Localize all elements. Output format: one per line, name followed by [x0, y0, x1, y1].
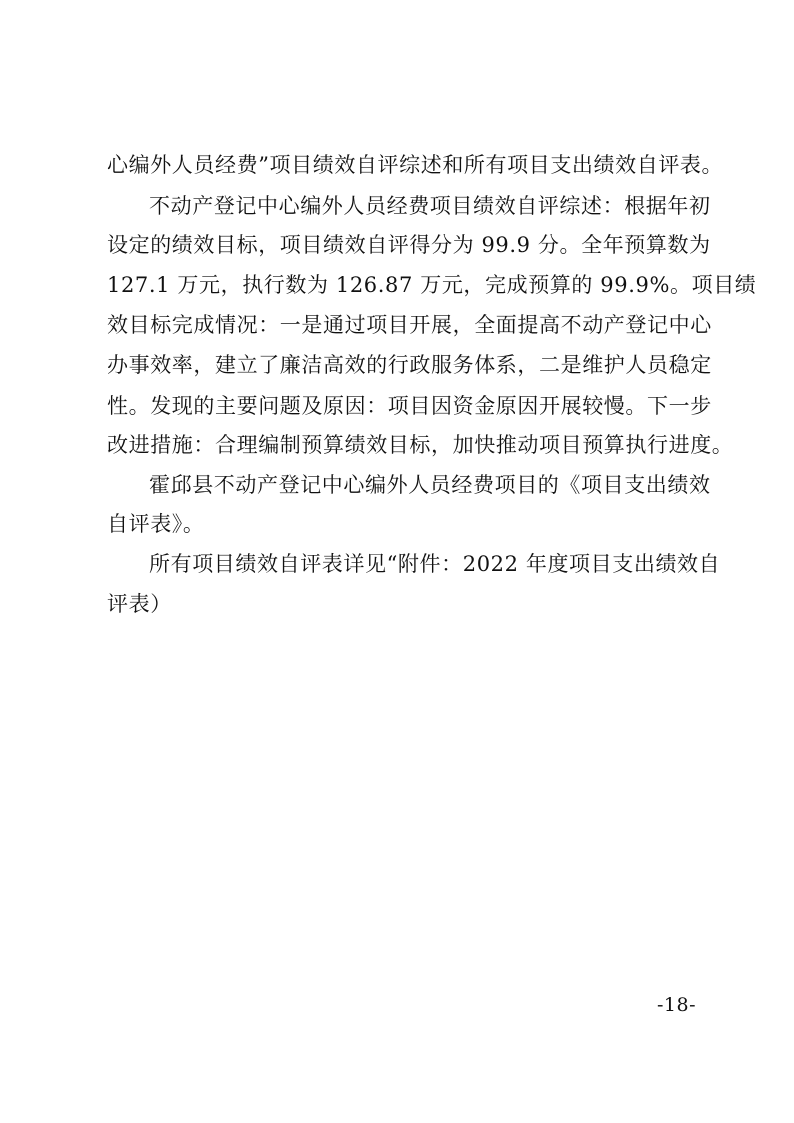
paragraph-line: 设定的绩效目标，项目绩效自评得分为 99.9 分。全年预算数为 — [107, 233, 711, 257]
paragraph-line: 自评表》。 — [107, 512, 205, 536]
paragraph-line: 评表） — [107, 592, 172, 616]
paragraph-line: 心编外人员经费”项目绩效自评综述和所有项目支出绩效自评表。 — [107, 153, 724, 177]
paragraph-line: 霍邱县不动产登记中心编外人员经费项目的《项目支出绩效 — [149, 473, 711, 497]
page-number: -18- — [656, 994, 696, 1016]
paragraph-line: 不动产登记中心编外人员经费项目绩效自评综述：根据年初 — [149, 194, 711, 218]
paragraph-line: 改进措施：合理编制预算绩效目标，加快推动项目预算执行进度。 — [107, 433, 734, 457]
paragraph-line: 所有项目绩效自评表详见“附件：2022 年度项目支出绩效自 — [149, 552, 721, 576]
paragraph-line: 效目标完成情况：一是通过项目开展，全面提高不动产登记中心 — [107, 313, 712, 337]
paragraph-line: 127.1 万元，执行数为 126.87 万元，完成预算的 99.9%。项目绩 — [107, 273, 757, 297]
paragraph-line: 性。发现的主要问题及原因：项目因资金原因开展较慢。下一步 — [107, 394, 712, 418]
paragraph-line: 办事效率，建立了廉洁高效的行政服务体系，二是维护人员稳定 — [107, 353, 712, 377]
